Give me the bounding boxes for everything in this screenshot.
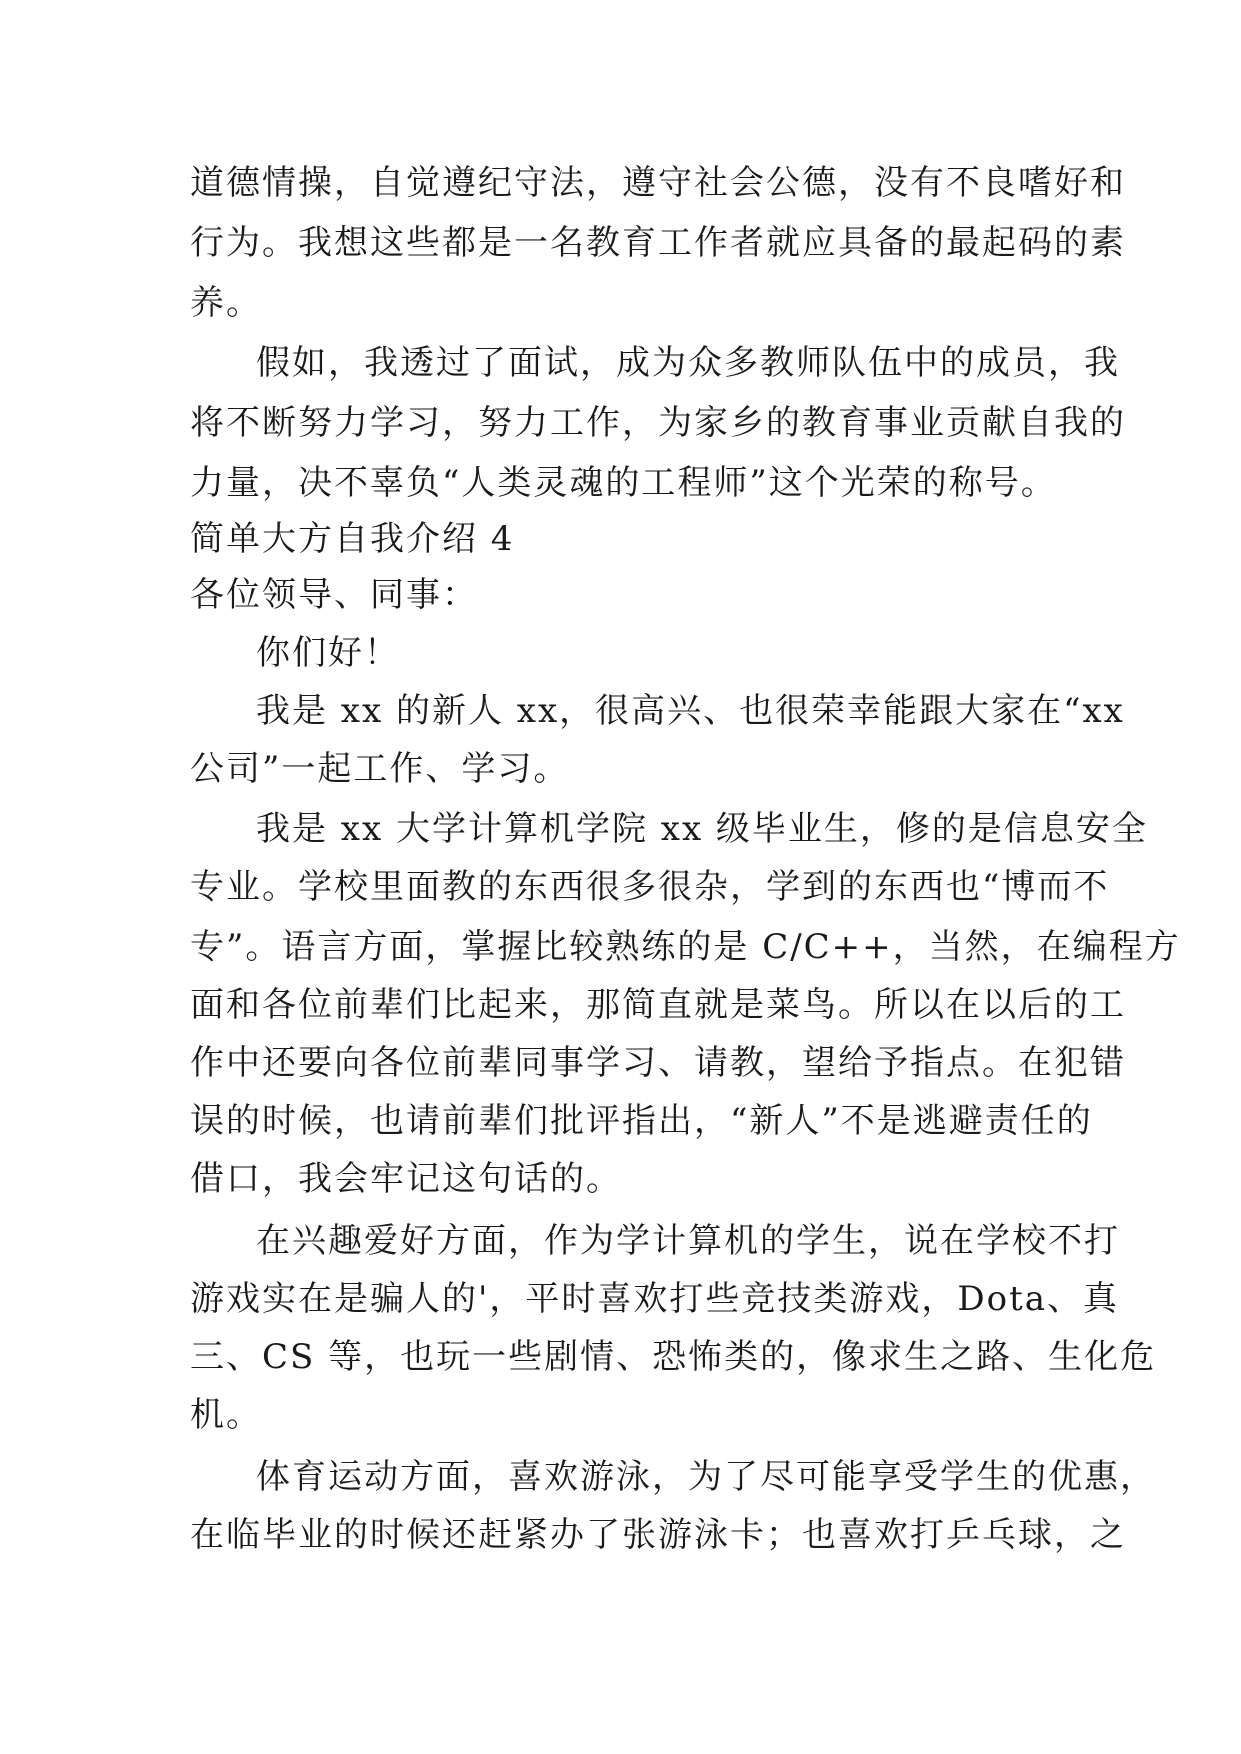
paragraph-start: 体育运动方面，喜欢游泳，为了尽可能享受学生的优惠， [256,1457,1156,1497]
paragraph-start: 我是 xx 大学计算机学院 xx 级毕业生，修的是信息安全 [256,809,1148,849]
text-line: 力量，决不辜负“人类灵魂的工程师”这个光荣的称号。 [190,463,1057,503]
paragraph-start: 在兴趣爱好方面，作为学计算机的学生，说在学校不打 [256,1221,1120,1261]
salutation: 各位领导、同事： [190,575,478,615]
text-line: 专业。学校里面教的东西很多很杂，学到的东西也“博而不 [190,867,1110,907]
text-line: 借口，我会牢记这句话的。 [190,1159,622,1199]
text-line: 专”。语言方面，掌握比较熟练的是 C/C++，当然，在编程方 [190,927,1181,967]
paragraph-start: 我是 xx 的新人 xx，很高兴、也很荣幸能跟大家在“xx [256,691,1125,731]
text-line: 误的时候，也请前辈们批评指出，“新人”不是逃避责任的 [190,1101,1093,1141]
text-line: 公司”一起工作、学习。 [190,749,570,789]
text-line: 面和各位前辈们比起来，那简直就是菜鸟。所以在以后的工 [190,985,1126,1025]
text-line: 在临毕业的时候还赶紧办了张游泳卡；也喜欢打乒乓球，之 [190,1515,1126,1555]
text-line: 机。 [190,1395,262,1435]
text-line: 作中还要向各位前辈同事学习、请教，望给予指点。在犯错 [190,1043,1126,1083]
text-line: 行为。我想这些都是一名教育工作者就应具备的最起码的素 [190,223,1126,263]
text-line: 道德情操，自觉遵纪守法，遵守社会公德，没有不良嗜好和 [190,163,1126,203]
section-heading: 简单大方自我介绍 4 [190,519,515,559]
text-line: 三、CS 等，也玩一些剧情、恐怖类的，像求生之路、生化危 [190,1337,1157,1377]
paragraph-start: 假如，我透过了面试，成为众多教师队伍中的成员，我 [256,343,1120,383]
text-line: 游戏实在是骗人的'，平时喜欢打些竞技类游戏，Dota、真 [190,1279,1120,1319]
text-line: 将不断努力学习，努力工作，为家乡的教育事业贡献自我的 [190,403,1126,443]
greeting: 你们好！ [256,633,400,673]
text-line: 养。 [190,283,262,323]
